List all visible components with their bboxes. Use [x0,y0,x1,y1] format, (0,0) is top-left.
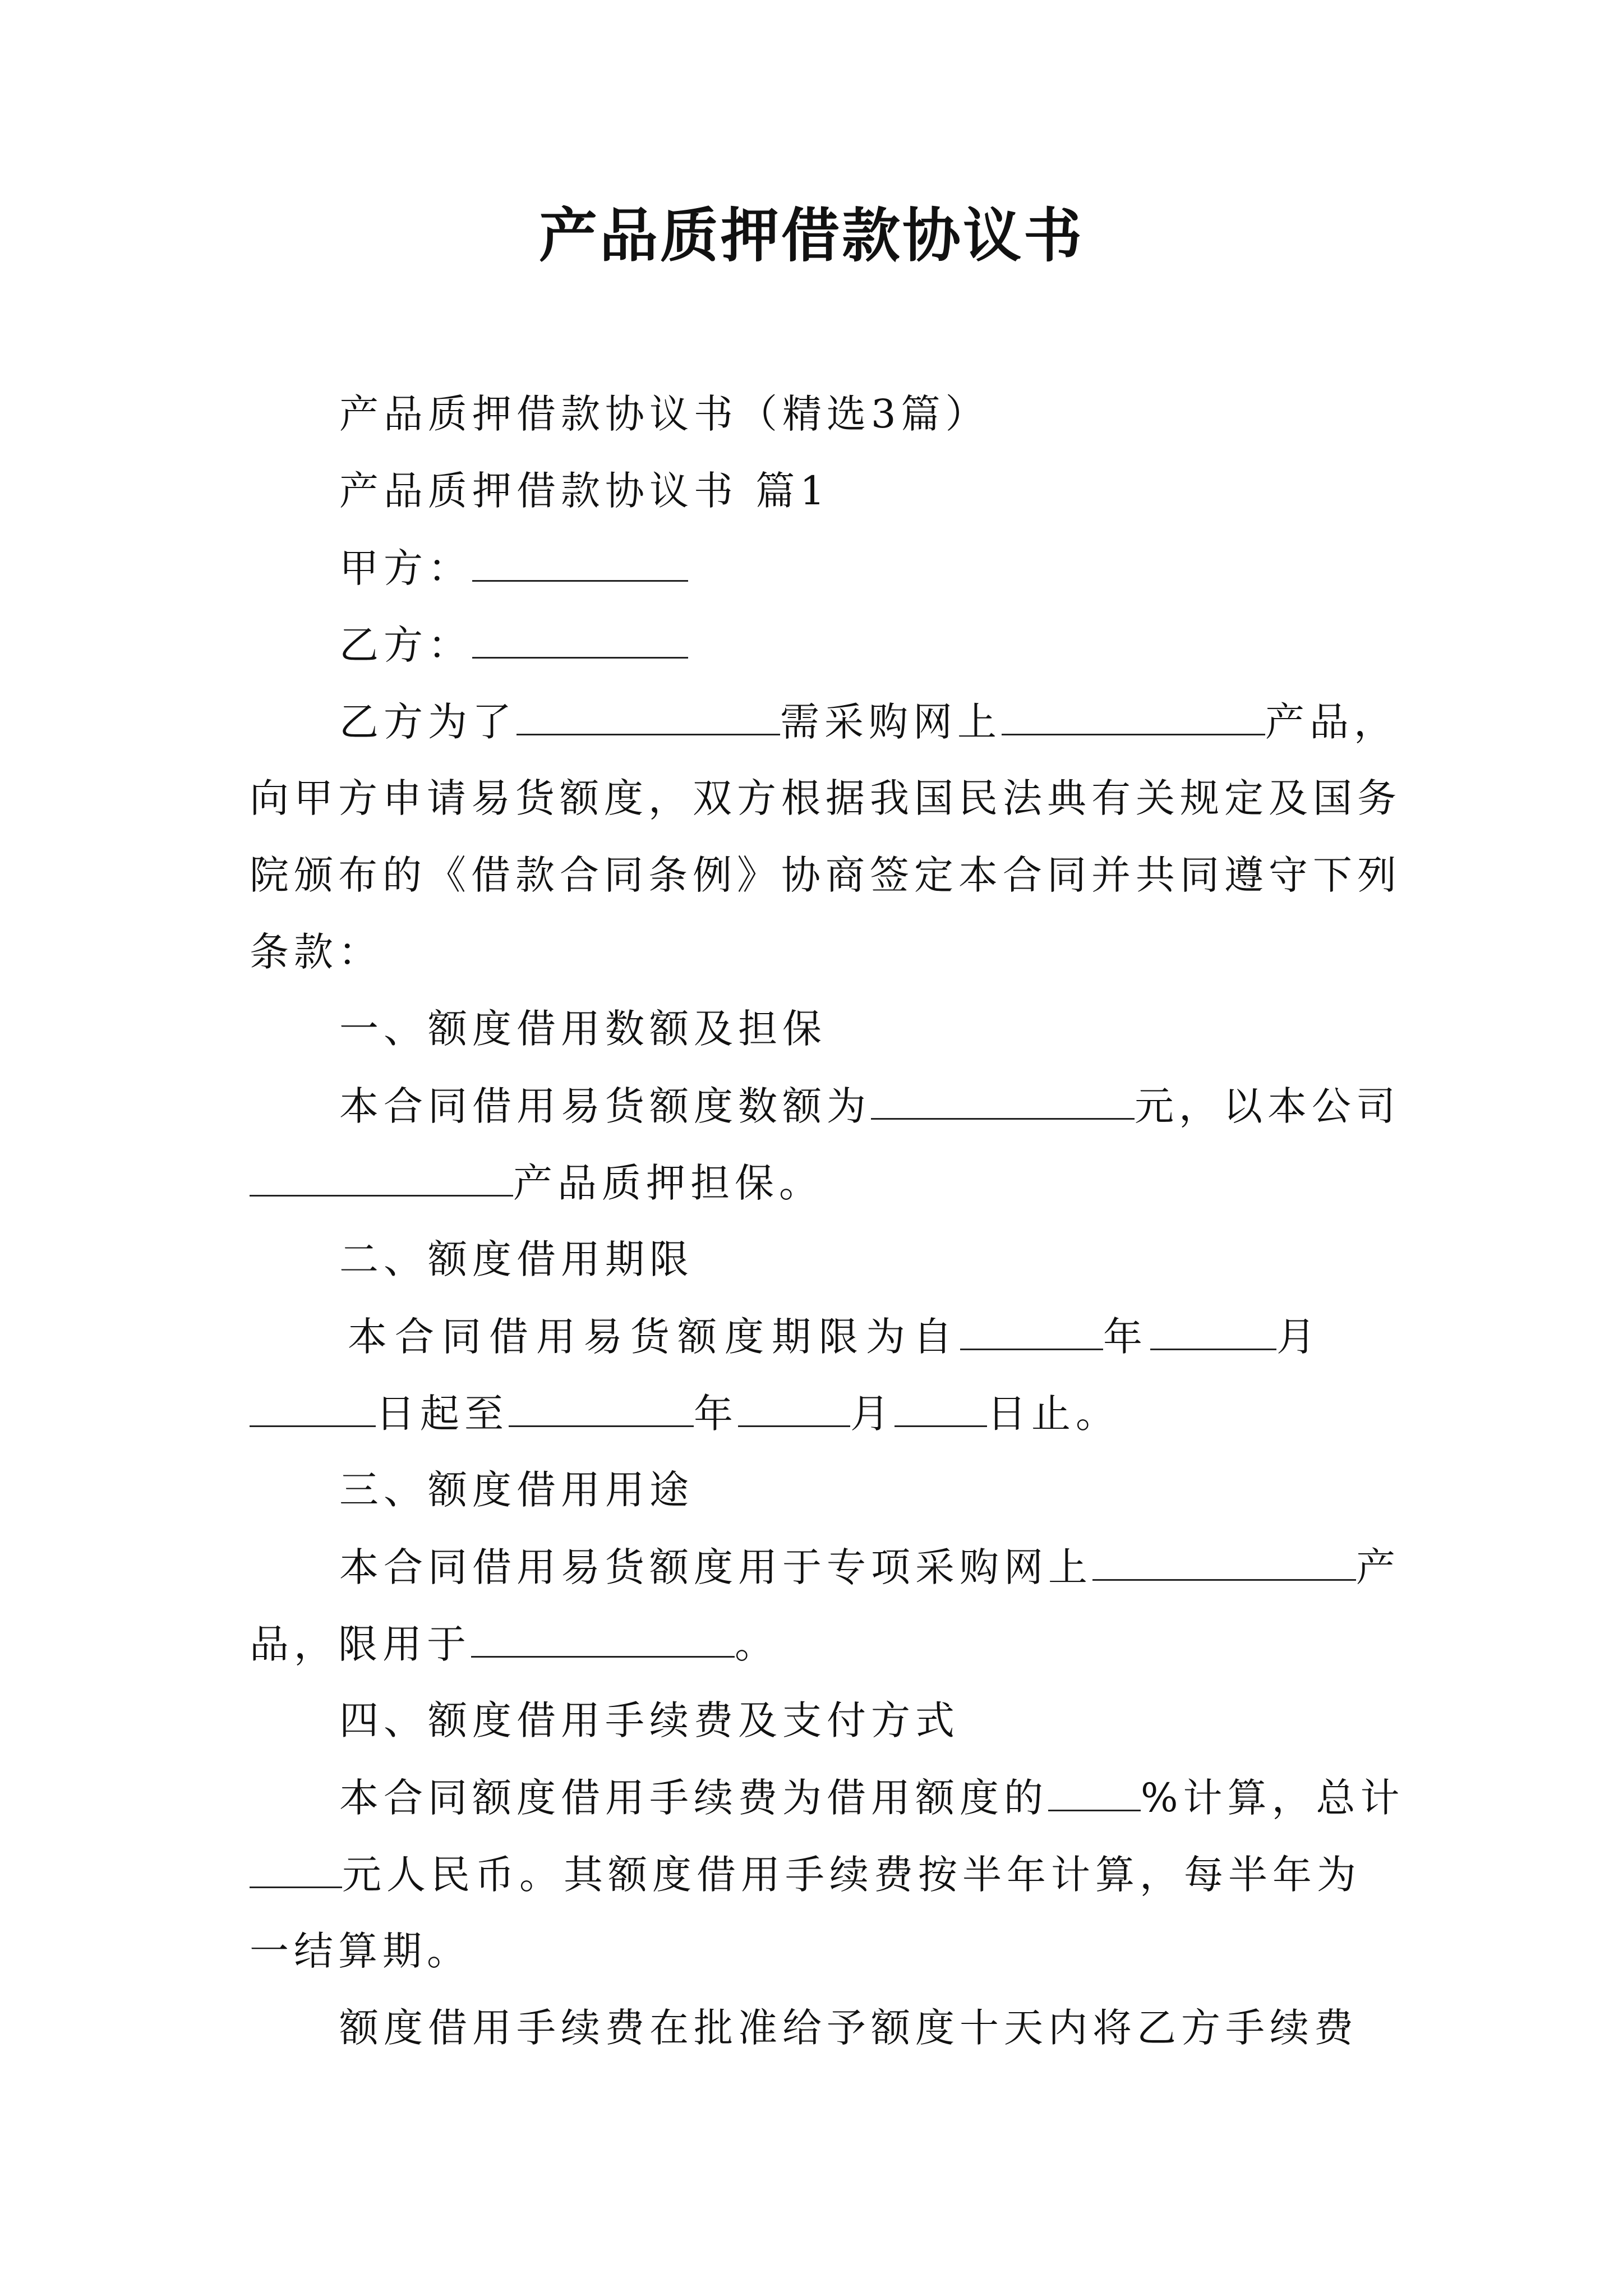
text-segment: 向甲方申请易货额度，双方根据我国民法典有关规定及国务 [250,775,1401,821]
text-segment: 品，限用于 [250,1621,471,1667]
party-b-label: 乙方： [339,622,472,668]
usage-product-blank [1092,1539,1356,1581]
party-a-blank [472,540,688,582]
party-b-blank [472,616,688,659]
text-segment: 年 [694,1391,738,1437]
collateral-blank [250,1154,513,1197]
text-segment: 产 [1356,1544,1400,1590]
start-year-blank [960,1308,1103,1350]
clause-4-line-2 [250,1846,1385,1903]
product-blank [1002,693,1265,735]
clause-4-line-1 [339,1769,1405,1826]
start-day-blank [250,1385,376,1427]
text-segment: 四、额度借用手续费及支付方式 [339,1697,960,1743]
clause-1-line-1 [339,1078,1400,1134]
text-segment: 元人民币。其额度借用手续费按半年计算，每半年为 [342,1852,1361,1898]
clause-4-line-3 [250,1923,1385,1979]
party-a-label: 甲方： [339,545,472,591]
subtitle-text: 产品质押借款协议书（精选3篇） [339,391,990,437]
paragraph-1-line-1 [339,693,1398,750]
text-segment: %计算，总计 [1141,1775,1405,1821]
clause-4-line-4 [339,2000,1385,2056]
clause-2-line-2 [250,1385,1385,1442]
party-a-line [339,540,1385,596]
text-segment: 本合同借用易货额度期限为自 [348,1314,960,1360]
clause-3-heading [339,1462,1385,1518]
start-month-blank [1150,1308,1276,1350]
clause-3-line-1 [339,1539,1400,1595]
fee-rate-blank [1048,1769,1141,1811]
party-b-line [339,616,1385,673]
paragraph-1-line-4 [250,924,1385,980]
text-segment: 条款： [250,929,382,975]
text-segment: 月 [1276,1314,1324,1360]
text-segment: 本合同借用易货额度用于专项采购网上 [339,1544,1092,1590]
paragraph-1-line-3 [250,847,1401,903]
section-heading-1 [339,463,1385,519]
clause-3-line-2 [250,1616,1385,1672]
text-segment: 日起至 [376,1391,509,1437]
clause-4-heading [339,1692,1385,1749]
text-segment: 额度借用手续费在批准给予额度十天内将乙方手续费 [339,2005,1358,2051]
usage-limit-blank [471,1616,735,1658]
text-segment: 本合同额度借用手续费为借用额度的 [339,1775,1048,1821]
text-segment: 月 [850,1391,895,1437]
text-segment: 一结算期。 [250,1928,471,1974]
text-segment: 二、额度借用期限 [339,1236,694,1282]
amount-blank [871,1078,1135,1120]
section-heading-text: 产品质押借款协议书 篇1 [339,468,830,514]
purpose-blank [517,693,780,735]
text-segment: 三、额度借用用途 [339,1467,694,1513]
clause-2-line-1 [348,1308,1394,1365]
document-title: 产品质押借款协议书 [538,201,1084,270]
clause-1-line-2 [250,1154,1385,1211]
fee-total-blank [250,1846,342,1888]
text-segment: 乙方为了 [339,699,517,745]
end-day-blank [895,1385,987,1427]
text-segment: 年 [1103,1314,1150,1360]
text-segment: 产品质押担保。 [513,1160,823,1206]
text-segment: 院颁布的《借款合同条例》协商签定本合同并共同遵守下列 [250,852,1401,898]
text-segment: 元，以本公司 [1135,1083,1400,1129]
clause-1-heading [339,1001,1385,1057]
text-segment: 产品， [1265,699,1398,745]
end-month-blank [738,1385,850,1427]
text-segment: 一、额度借用数额及担保 [339,1006,827,1052]
subtitle-line [339,386,1385,442]
paragraph-1-line-2 [250,770,1401,826]
text-segment: 需采购网上 [780,699,1002,745]
text-segment: 本合同借用易货额度数额为 [339,1083,871,1129]
end-year-blank [509,1385,694,1427]
text-segment: 日止。 [987,1391,1120,1437]
clause-2-heading [339,1231,1385,1287]
text-segment: 。 [735,1621,779,1667]
